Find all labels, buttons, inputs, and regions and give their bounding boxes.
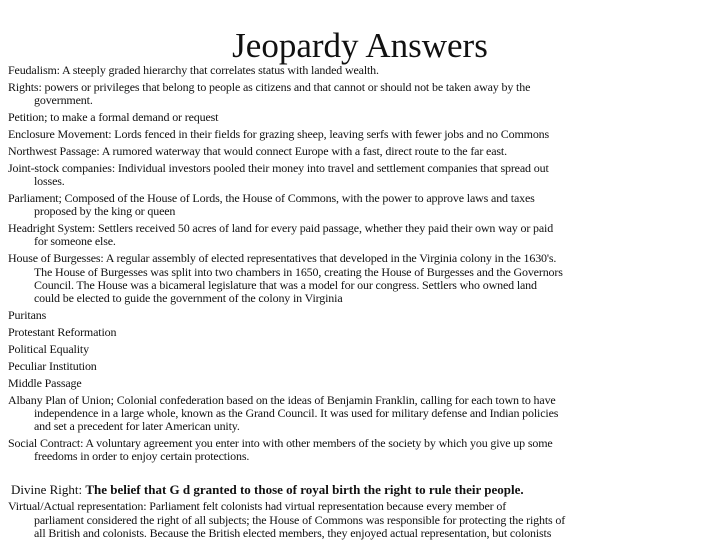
answer-continuation-line: freedoms in order to enjoy certain protections. xyxy=(34,449,250,464)
answer-line: Rights: powers or privileges that belong to people as citizens and that cannot or should not be taken away by the xyxy=(8,79,531,94)
answer-continuation-line: losses. xyxy=(34,174,65,189)
answer-line: House of Burgesses: A regular assembly of elected representatives that developed in the Virginia colony in the 1630's. xyxy=(8,251,557,266)
answer-line: Puritans xyxy=(8,308,47,323)
term-label: Divine Right: xyxy=(11,482,86,498)
answer-continuation-line: independence in a large whole, known as the Grand Council. It was used for military defense and Indian policies xyxy=(34,405,559,420)
answer-line: Peculiar Institution xyxy=(8,358,97,373)
answer-continuation-line: all British and colonists. Because the British elected members, they enjoyed actual representation, but colonists xyxy=(34,525,552,540)
answer-line: Political Equality xyxy=(8,341,89,356)
answer-item xyxy=(8,222,720,249)
answer-continuation-line: proposed by the king or queen xyxy=(34,204,176,219)
answer-line: Virtual/Actual representation: Parliament felt colonists had virtual representation because every member of xyxy=(8,499,507,514)
answer-continuation-line: could be elected to guide the government of the colony in Virginia xyxy=(34,291,343,306)
answer-item xyxy=(8,309,720,322)
answer-continuation-line: Council. The House was a bicameral legislature that was a model for our congress. Settlers who owned land xyxy=(34,277,537,292)
answer-line: Petition; to make a formal demand or request xyxy=(8,110,219,125)
answer-item xyxy=(8,111,720,124)
answer-item xyxy=(8,326,720,339)
answer-line: Feudalism: A steeply graded hierarchy that correlates status with landed wealth. xyxy=(8,63,379,77)
answer-continuation-line: government. xyxy=(34,93,93,108)
answer-virtual-representation xyxy=(8,500,720,540)
answer-divine-right xyxy=(8,483,720,497)
answer-line: Middle Passage xyxy=(8,375,82,390)
answer-continuation-line: for someone else. xyxy=(34,234,116,249)
answer-item xyxy=(8,437,720,464)
answer-item xyxy=(8,360,720,373)
answer-line: Protestant Reformation xyxy=(8,324,117,339)
answer-item xyxy=(8,162,720,189)
answer-item xyxy=(8,81,720,108)
answer-item xyxy=(8,394,720,434)
answer-line: Headright System: Settlers received 50 acres of land for every paid passage, whether they paid their own way or paid xyxy=(8,221,554,236)
answer-item xyxy=(8,192,720,219)
page-title: Jeopardy Answers xyxy=(232,26,488,65)
answer-item xyxy=(8,128,720,141)
answer-item xyxy=(8,252,720,305)
spacer xyxy=(8,467,720,483)
answer-item xyxy=(8,145,720,158)
answer-line: Northwest Passage: A rumored waterway that would connect Europe with a fast, direct route to the far east. xyxy=(8,143,507,158)
answers-list xyxy=(8,64,720,544)
answer-continuation-line: and set a precedent for later American unity. xyxy=(34,419,240,434)
answer-continuation-line: The House of Burgesses was split into two chambers in 1650, creating the House of Burgesses and the Governors xyxy=(34,264,563,279)
answer-line: Enclosure Movement: Lords fenced in their fields for grazing sheep, leaving serfs with fewer jobs and no Commons xyxy=(8,126,550,141)
answer-continuation-line: parliament considered the right of all subjects; the House of Commons was responsible for protecting the rights of xyxy=(34,512,566,527)
answer-line: Parliament; Composed of the House of Lords, the House of Commons, with the power to approve laws and taxes xyxy=(8,190,535,205)
answer-line: Albany Plan of Union; Colonial confederation based on the ideas of Benjamin Franklin, calling for each town to have xyxy=(8,392,556,407)
answer-line: Social Contract: A voluntary agreement you enter into with other members of the society by which you give up some xyxy=(8,436,553,451)
term-definition: The belief that G d granted to those of royal birth the right to rule their people. xyxy=(85,482,524,498)
answer-item xyxy=(8,64,720,77)
answer-item xyxy=(8,377,720,390)
answer-line: Joint-stock companies: Individual investors pooled their money into travel and settlement companies that spread out xyxy=(8,160,549,175)
answer-item xyxy=(8,343,720,356)
